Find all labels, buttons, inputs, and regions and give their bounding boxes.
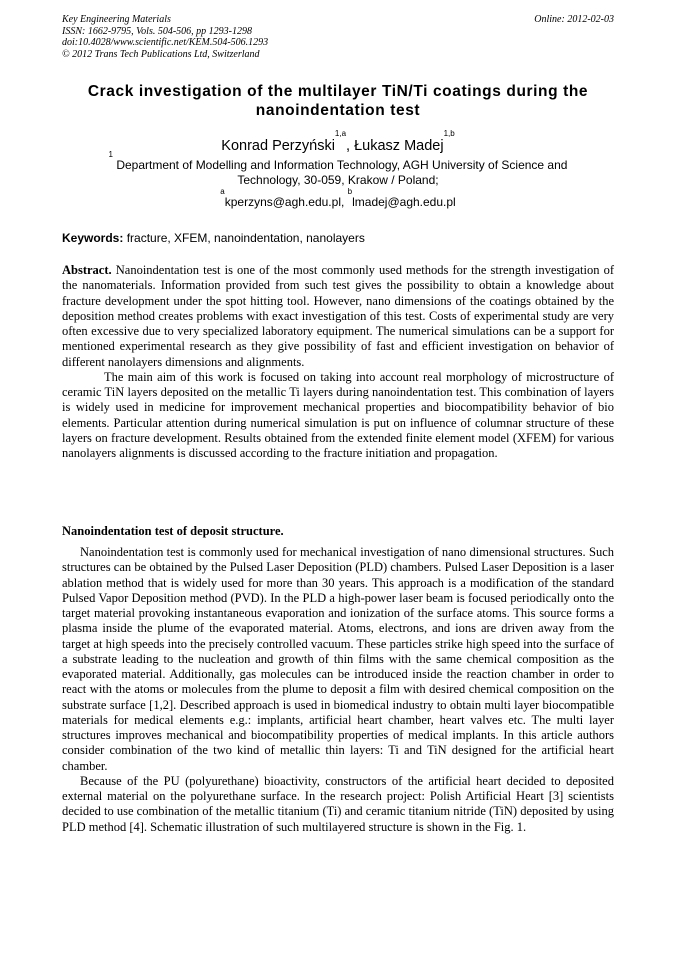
author-2: Łukasz Madej <box>354 138 444 154</box>
doi-line: doi:10.4028/www.scientific.net/KEM.504-506.1293 <box>62 37 269 48</box>
section-heading: Nanoindentation test of deposit structure. <box>62 524 284 538</box>
keywords-text: fracture, XFEM, nanoindentation, nanolayers <box>123 231 365 245</box>
author-2-affiliation-mark: 1,b <box>443 129 455 138</box>
copyright-line: © 2012 Trans Tech Publications Ltd, Switzerland <box>62 48 260 60</box>
keywords-label: Keywords: <box>62 231 124 245</box>
online-date: Online: 2012-02-03 <box>534 14 614 25</box>
section-paragraph-2: Because of the PU (polyurethane) bioactivity, constructors of the artificial heart decided to deposited external material on the polyurethane surface. In the research project: Polish Artificial Heart [3] scientists decided to use combination of the metallic titanium (Ti) and ceramic titanium nitride (TiN) deposited by using PLD method [4]. Schematic illustration of such multilayered structure is shown in the Fig. 1. <box>62 773 614 834</box>
author-1: Konrad Perzyński <box>221 138 335 154</box>
affiliation-mark: 1 <box>108 150 113 159</box>
abstract-paragraph-2: The main aim of this work is focused on taking into account real morphology of microstructure of ceramic TiN layers deposited on the metallic Ti layers during nanoindentation test. This combination of layers is widely used in medicine for improvement mechanical properties and biocompatibility behavior of bio elements. Particular attention during numerical simulation is put on influence of columnar structure of these layers on fracture development. Results obtained from the extended finite element model (XFEM) for various nanolayers alignments is discussed according to the fracture initiation and propagation. <box>62 369 614 460</box>
abstract-paragraph-1 <box>62 263 614 370</box>
abstract-text-1: Nanoindentation test is one of the most commonly used methods for the strength investigation of the nanomaterials. Information provided from such test gives the possibility to obtain a knowledge about fracture development under the spot hitting tool. However, nano dimensions of the coatings obtained by the deposition method creates problems with exact investigation of this test. Costs of experimental study are very often excessive due to very specialized laboratory equipment. The numerical simulations can be a support for mentioned experimental research as they give possibility of fast and efficient investigation on behavior of different nanolayers dimensions and alignments. <box>62 263 614 369</box>
section-body <box>62 545 614 835</box>
email-a-mark: a <box>220 187 225 196</box>
abstract <box>62 263 614 461</box>
paper-title: Crack investigation of the multilayer TiN/Ti coatings during the nanoindentation test <box>87 83 589 119</box>
email-b: lmadej@agh.edu.pl <box>352 195 456 209</box>
section-paragraph-1: Nanoindentation test is commonly used for mechanical investigation of nano dimensional structures. Such structures can be obtained by the Pulsed Laser Deposition (PLD) chambers. Pulsed Laser Deposition is a laser ablation method that is widely used for more than 30 years. This approach is a modification of the standard Pulsed Vapor Deposition method (PVD). In the PLD a high-power laser beam is focused periodically onto the target material provoking instantaneous evaporation and ionization of the surface atoms. This source forms a plasma inside the plume of the evaporated material. Atoms, electrons, and ions are driven away from the target at high speeds into the precisely controlled vacuum. These particles strike high speed into the surface of a substrate leading to the nucleation and growth of thin films with the same chemical composition as the evaporated material. Additionally, gas molecules can be introduced inside the reaction chamber in order to react with the atoms or molecules from the plume to deposit a film with desired chemical composition on the substrate surface [1,2]. Described approach is used in biomedical industry to obtain multi layer biocompatible materials for medical elements e.g.: implants, artificial heart chamber, heart valves etc. The multi layer structures improves mechanical and biocompatibility properties of medical implants. In this article authors consider combination of the two kind of metallic thin layers: Ti and TiN designed for the artificial heart chamber. <box>62 545 614 773</box>
author-separator: , <box>346 138 355 154</box>
journal-name: Key Engineering Materials <box>62 14 171 25</box>
author-list <box>62 129 614 155</box>
email-a: kperzyns@agh.edu.pl <box>224 195 341 209</box>
abstract-label: Abstract. <box>62 263 112 277</box>
journal-header <box>62 14 614 60</box>
keywords <box>62 231 614 246</box>
email-line <box>62 187 614 210</box>
email-separator: , <box>340 195 348 209</box>
affiliation <box>80 150 596 188</box>
issn-line: ISSN: 1662-9795, Vols. 504-506, pp 1293-1298 <box>62 25 252 37</box>
affiliation-text: Department of Modelling and Information Technology, AGH University of Science and Technology, 30-059, Krakow / Poland; <box>112 158 568 187</box>
author-1-affiliation-mark: 1,a <box>334 129 347 138</box>
email-b-mark: b <box>347 187 353 196</box>
